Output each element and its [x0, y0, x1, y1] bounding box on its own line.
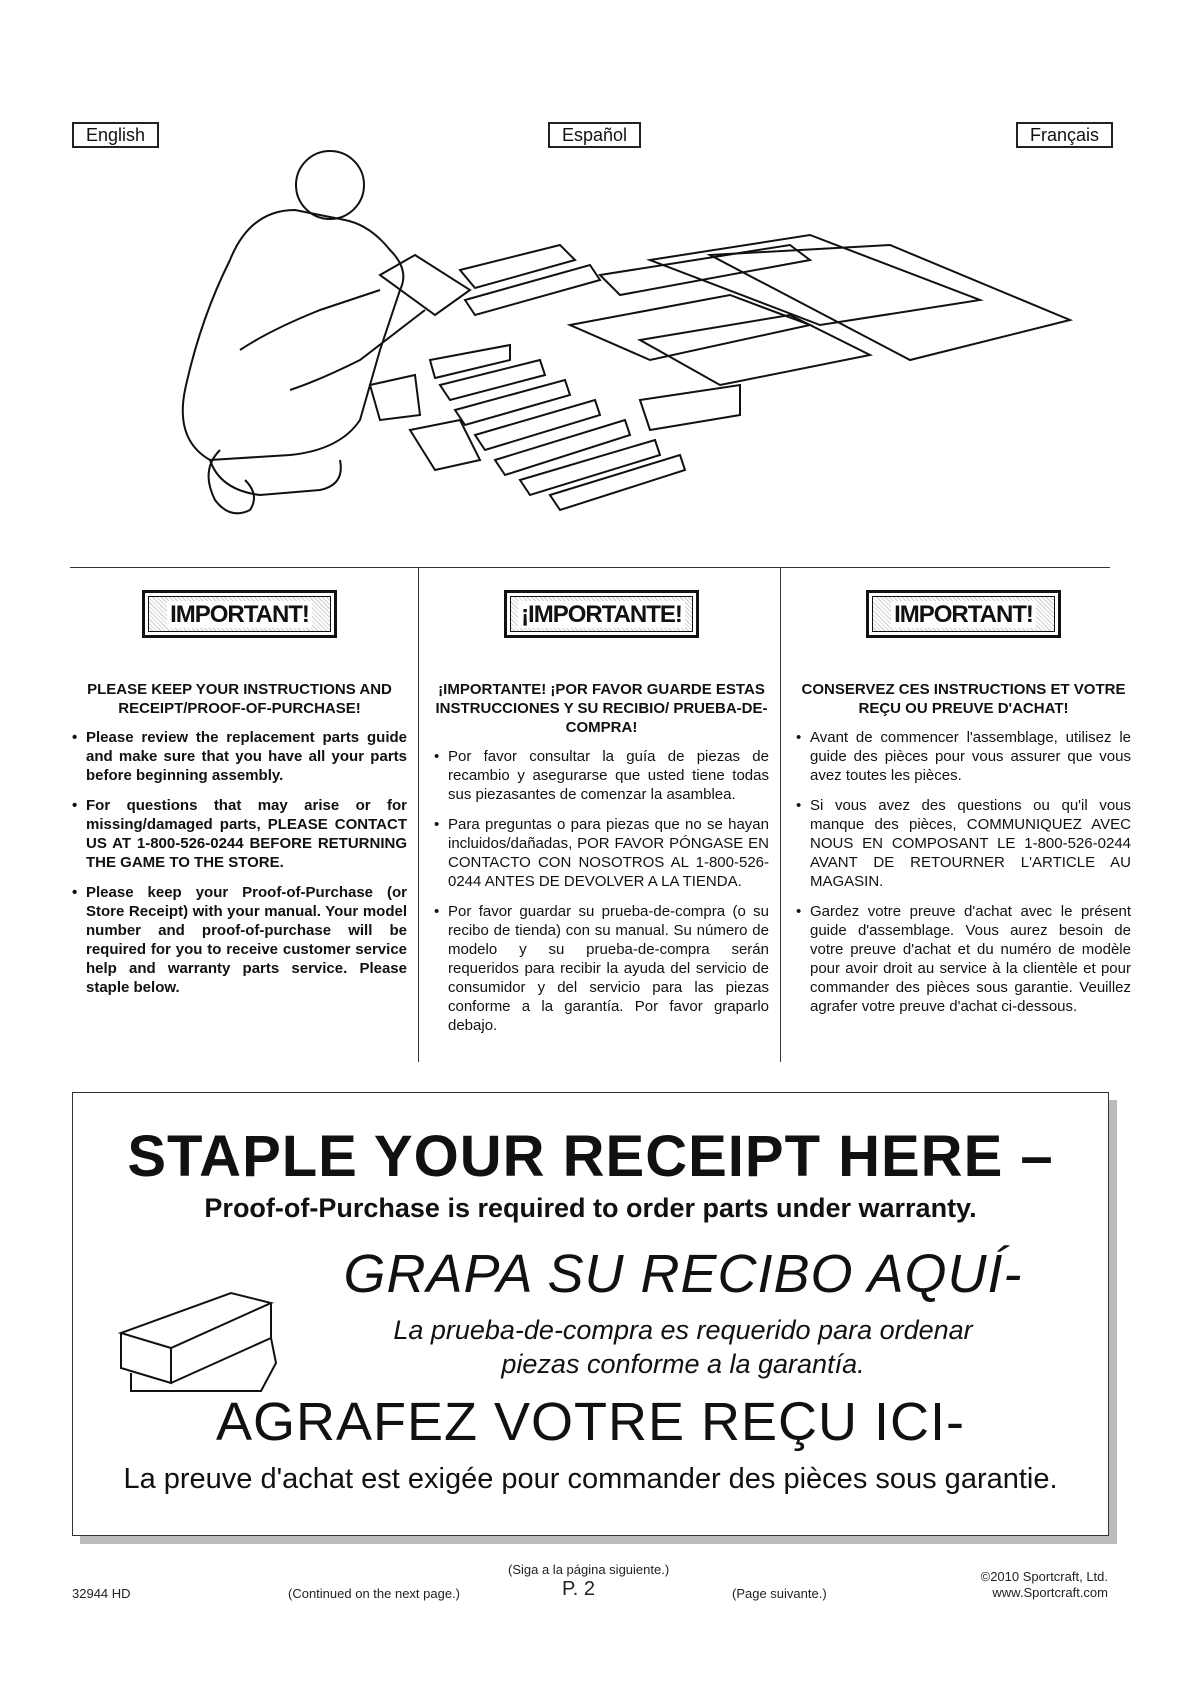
divider-line — [70, 567, 1110, 568]
lang-english: English — [72, 122, 159, 148]
staple-sub-fr: La preuve d'achat est exigée pour commander des pièces sous garantie. — [123, 1463, 1058, 1495]
continued-en: (Continued on the next page.) — [288, 1586, 461, 1601]
continued-fr: (Page suivante.) — [732, 1586, 827, 1601]
person-body — [183, 210, 404, 460]
column-divider — [780, 567, 781, 1062]
staple-title-fr: AGRAFEZ VOTRE REÇU ICI- — [215, 1392, 966, 1452]
lang-spanish: Español — [548, 122, 641, 148]
spanish-bullet: • Por favor consultar la guía de piezas de recambio y asegurarse que usted tiene todas sus piezasantes de comenzar la asamblea. — [434, 747, 769, 804]
assembly-illustration — [170, 150, 1110, 560]
english-column — [72, 590, 407, 1008]
staple-title-es: GRAPA SU RECIBO AQUÍ- — [343, 1244, 1023, 1304]
spanish-heading: ¡IMPORTANTE! ¡POR FAVOR GUARDE ESTAS INSTRUCCIONES Y SU RECIBIO/ PRUEBA-DE-COMPRA! — [435, 681, 768, 736]
spanish-bullet: • Para preguntas o para piezas que no se hayan incluidos/dañadas, POR FAVOR PÓNGASE EN CONTACTO CON NOSOTROS AL 1-800-526-0244 ANTES DE DEVOLVER A LA TIENDA. — [434, 815, 769, 891]
important-badge: IMPORTANT! — [142, 590, 337, 638]
staple-receipt-box — [72, 1092, 1109, 1536]
french-bullet: • Avant de commencer l'assemblage, utilisez le guide des pièces pour vous assurer que vous avez toutes les pièces. — [796, 728, 1131, 785]
spanish-column — [434, 590, 769, 1046]
english-heading: PLEASE KEEP YOUR INSTRUCTIONS AND RECEIPT/PROOF-OF-PURCHASE! — [87, 681, 392, 717]
english-bullet: • Please review the replacement parts guide and make sure that you have all your parts before beginning assembly. — [72, 728, 407, 785]
board-piece — [600, 245, 810, 295]
french-bullet: • Gardez votre preuve d'achat avec le présent guide d'assemblage. Vous aurez besoin de votre preuve d'achat et du numéro de modèle pour avoir droit au service à la clientèle et pour commander des pièces sous garantie. Veuillez agrafer votre preuve d'achat ci-dessous. — [796, 902, 1131, 1016]
staple-sub-en: Proof-of-Purchase is required to order parts under warranty. — [204, 1193, 977, 1223]
model-number: 32944 HD — [72, 1586, 131, 1601]
french-bullet: • Si vous avez des questions ou qu'il vous manque des pièces, COMMUNIQUEZ AVEC NOUS EN COMPOSANT LE 1-800-526-0244 AVANT DE RETOURNER L'ARTICLE AU MAGASIN. — [796, 796, 1131, 891]
important-badge-fr: IMPORTANT! — [866, 590, 1061, 638]
person-head — [296, 151, 364, 219]
block-piece — [410, 420, 480, 470]
staple-title-en: STAPLE YOUR RECEIPT HERE – — [127, 1124, 1054, 1189]
english-bullet: • Please keep your Proof-of-Purchase (or Store Receipt) with your manual. Your model number and proof-of-purchase will be required for you to receive customer service help and warranty parts service. Please staple below. — [72, 883, 407, 997]
english-bullet: • For questions that may arise or for missing/damaged parts, PLEASE CONTACT US AT 1-800-526-0244 BEFORE RETURNING THE GAME TO THE STORE. — [72, 796, 407, 872]
french-column — [796, 590, 1131, 1027]
column-divider — [418, 567, 419, 1062]
instruction-sheet — [380, 255, 470, 315]
continued-es: (Siga a la página siguiente.) — [508, 1562, 670, 1577]
stapler-icon — [111, 1273, 281, 1403]
importante-badge: ¡IMPORTANTE! — [504, 590, 699, 638]
spanish-bullet: • Por favor guardar su prueba-de-compra (o su recibo de tienda) con su manual. Su número de modelo y su prueba-de-compra serán requeridos para recibir la ayuda del servicio de consumidor y del servicio para las piezas conforme a la garantía. Por favor graparlo debajo. — [434, 902, 769, 1035]
website-link[interactable]: www.Sportcraft.com — [992, 1585, 1108, 1600]
lang-french: Français — [1016, 122, 1113, 148]
copyright: ©2010 Sportcraft, Ltd. — [980, 1569, 1108, 1584]
french-heading: CONSERVEZ CES INSTRUCTIONS ET VOTRE REÇU OU PREUVE D'ACHAT! — [801, 681, 1126, 717]
page-number: P. 2 — [562, 1578, 595, 1600]
staple-sub-es: La prueba-de-compra es requerido para ordenar piezas conforme a la garantía. — [393, 1315, 973, 1379]
